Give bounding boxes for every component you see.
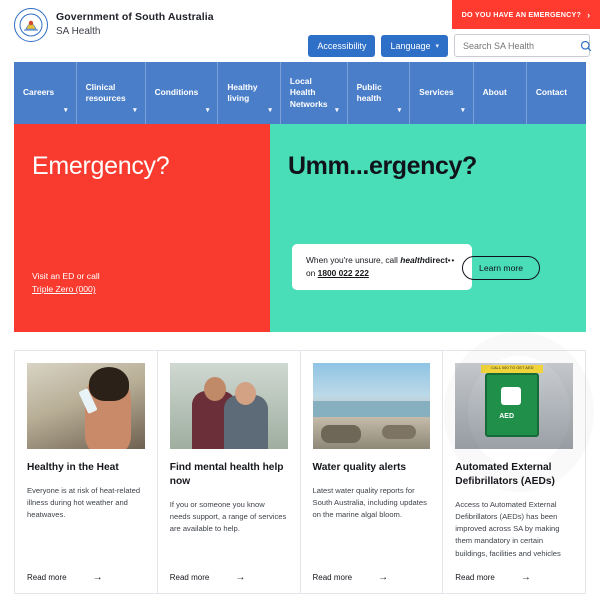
read-more-link[interactable]: [313, 572, 389, 583]
nav-item-local-health-networks[interactable]: [281, 62, 348, 124]
read-more-label: Read more: [455, 573, 495, 582]
nav-label: Public health: [356, 81, 382, 103]
arrow-right-icon: →: [92, 572, 103, 583]
chevron-right-icon: ›: [587, 9, 591, 20]
nav-label: Services: [419, 87, 454, 98]
chevron-down-icon: ▾: [397, 106, 402, 114]
nav-item-about[interactable]: [474, 62, 527, 124]
chevron-down-icon: ▾: [268, 106, 272, 114]
woman-drinking-water-image: [27, 363, 145, 449]
card-title: Healthy in the Heat: [27, 462, 119, 473]
read-more-link[interactable]: [170, 572, 246, 583]
nav-label: Conditions: [154, 87, 199, 98]
chevron-down-icon: ▾: [335, 106, 339, 114]
hero-emergency-heading: Emergency?: [32, 152, 170, 180]
card-text: Latest water quality reports for South Australia, including updates on the marine algal bloom.: [312, 485, 427, 520]
card-automated-external-defibrillators[interactable]: [442, 350, 586, 594]
card-title: Automated External Defibrillators (AEDs): [455, 462, 555, 487]
healthdirect-brand-bold: direct: [424, 255, 448, 266]
hero-emergency-panel: [14, 124, 270, 332]
chevron-down-icon: ▾: [64, 106, 68, 114]
arrow-right-icon: →: [378, 572, 389, 583]
hero-emergency-line1: Visit an ED or call: [32, 271, 100, 282]
chevron-down-icon: ▾: [205, 106, 210, 114]
healthdirect-callout: [292, 244, 472, 290]
nav-item-services[interactable]: [410, 62, 473, 124]
crest-icon: [14, 8, 48, 42]
emergency-banner-button[interactable]: [452, 0, 600, 29]
arrow-right-icon: →: [520, 572, 531, 583]
header-tools: [308, 34, 590, 57]
nav-label: Healthy living: [227, 81, 258, 103]
nav-label: Contact: [535, 87, 567, 98]
card-title: Water quality alerts: [312, 462, 407, 473]
search-input[interactable]: [463, 41, 580, 51]
aed-image-caption: CALL 000 TO GET AED: [481, 365, 543, 373]
chevron-down-icon: ▾: [461, 106, 465, 114]
brand-subtitle: SA Health: [56, 26, 101, 38]
coastline-beach-image: [313, 363, 431, 449]
callout-line2-prefix: on: [306, 268, 318, 279]
card-title: Find mental health help now: [169, 462, 284, 487]
emergency-banner-label: DO YOU HAVE AN EMERGENCY?: [461, 10, 582, 19]
site-header: [0, 0, 600, 62]
nav-item-conditions[interactable]: [146, 62, 219, 124]
accessibility-label: Accessibility: [317, 40, 367, 51]
hero-section: [14, 124, 586, 332]
arrow-right-icon: →: [235, 572, 246, 583]
nav-item-public-health[interactable]: [348, 62, 411, 124]
nav-item-healthy-living[interactable]: [218, 62, 281, 124]
brand-logo[interactable]: [0, 0, 214, 42]
accessibility-button[interactable]: [308, 35, 375, 57]
search-icon[interactable]: [580, 40, 592, 52]
hero-emergency-info: [32, 270, 100, 296]
healthdirect-phone-number[interactable]: 1800 022 222: [317, 268, 369, 279]
brand-title: Government of South Australia: [56, 11, 214, 24]
chevron-down-icon: ▾: [435, 42, 439, 50]
triple-zero-link[interactable]: Triple Zero (000): [32, 284, 96, 295]
card-find-mental-health-help[interactable]: [157, 350, 300, 594]
card-text: Everyone is at risk of heat-related illness during hot weather and heatwaves.: [27, 485, 141, 520]
main-navigation: [14, 62, 586, 124]
healthdirect-dots: ••: [447, 256, 456, 266]
read-more-link[interactable]: [455, 572, 531, 583]
read-more-link[interactable]: [27, 572, 103, 583]
learn-more-button[interactable]: Learn more: [462, 256, 540, 280]
card-text: If you or someone you know needs support, a range of services are available to help.: [169, 499, 287, 534]
two-people-talking-image: [170, 363, 288, 449]
read-more-label: Read more: [312, 573, 353, 582]
language-label: Language: [390, 40, 431, 51]
aed-image-badge: AED: [499, 413, 515, 420]
card-text: Access to Automated External Defibrillators (AEDs) has been improved across SA by making them mandatory in certain buildings, facilities and vehicles: [455, 499, 561, 558]
hero-unsure-panel: [270, 124, 586, 332]
nav-item-careers[interactable]: [14, 62, 77, 124]
nav-item-clinical-resources[interactable]: [77, 62, 146, 124]
card-water-quality-alerts[interactable]: [300, 350, 443, 594]
feature-cards: [14, 350, 586, 594]
nav-label: Careers: [23, 87, 55, 98]
card-healthy-in-the-heat[interactable]: [14, 350, 157, 594]
nav-item-contact[interactable]: [527, 62, 586, 124]
nav-label: Clinical resources: [85, 81, 126, 103]
read-more-label: Read more: [169, 573, 210, 582]
callout-prefix: When you're unsure, call: [306, 255, 401, 266]
aed-defibrillator-cabinet-image: [455, 363, 573, 449]
language-selector[interactable]: [381, 35, 448, 57]
chevron-down-icon: ▾: [133, 106, 137, 114]
nav-label: Local Health Networks: [289, 75, 328, 109]
read-more-label: Read more: [27, 573, 67, 582]
nav-label: About: [482, 87, 507, 98]
search-box[interactable]: [454, 34, 590, 57]
hero-unsure-heading: Umm...ergency?: [288, 152, 477, 180]
healthdirect-brand-italic: health: [400, 255, 425, 266]
